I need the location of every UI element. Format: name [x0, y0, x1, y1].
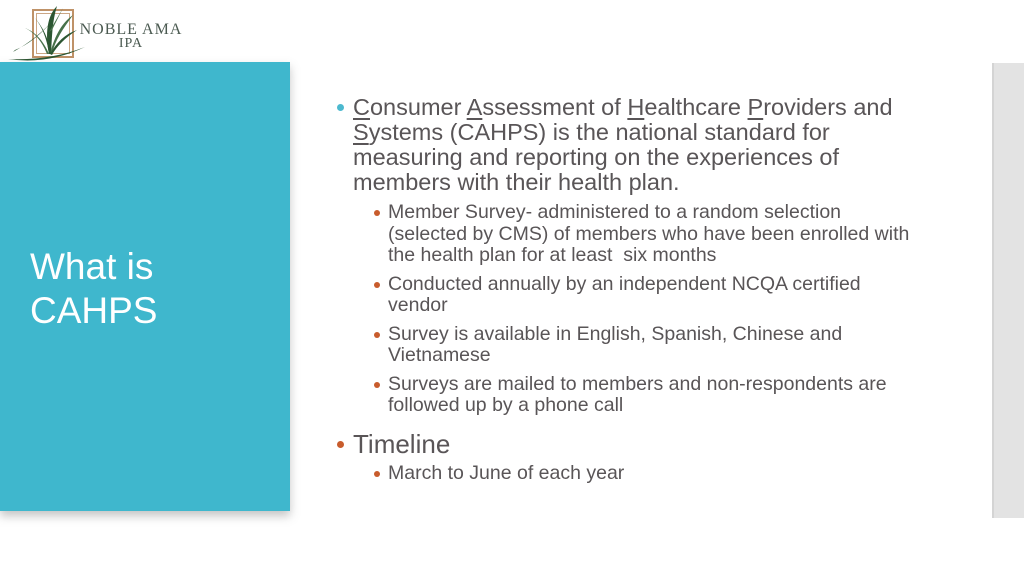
- bullet-text: March to June of each year: [388, 461, 625, 484]
- bullet-text: Conducted annually by an independent NCQA certified vendor: [388, 272, 867, 316]
- bullet-text: Survey is available in English, Spanish, Chinese and Vietnamese: [388, 322, 848, 366]
- title-panel: [0, 62, 290, 511]
- bullet-icon: [374, 282, 380, 288]
- sub-bullet-item: [337, 374, 957, 417]
- slide-title: What is CAHPS: [30, 246, 158, 332]
- bullet-text: Timeline: [353, 428, 451, 459]
- content-list: [337, 95, 957, 491]
- bullet-icon: [337, 104, 344, 111]
- bullet-item: [337, 95, 957, 195]
- bullet-item: [337, 429, 957, 459]
- bullet-icon: [374, 210, 380, 216]
- logo-text: [76, 22, 186, 51]
- bullet-text: Member Survey- administered to a random selection (selected by CMS) of members who have been enrolled with the health plan for at least six months: [388, 201, 915, 266]
- bullet-icon: [374, 382, 380, 388]
- bullet-icon: [337, 441, 344, 448]
- logo-subname: IPA: [118, 36, 144, 51]
- sub-bullet-item: [337, 324, 957, 367]
- next-slide-edge: [992, 63, 1024, 518]
- sub-bullet-item: [337, 463, 957, 485]
- bullet-icon: [374, 332, 380, 338]
- bullet-text: Consumer Assessment of Healthcare Providers and Systems (CAHPS) is the national standard for measuring and reporting on the experiences of members with their health plan.: [353, 94, 900, 195]
- bullet-text: Surveys are mailed to members and non-respondents are followed up by a phone call: [388, 372, 893, 416]
- company-logo: [5, 2, 265, 64]
- sub-bullet-item: [337, 202, 957, 267]
- sub-bullet-item: [337, 274, 957, 317]
- logo-name: NOBLE AMA: [79, 21, 183, 38]
- bullet-icon: [374, 471, 380, 477]
